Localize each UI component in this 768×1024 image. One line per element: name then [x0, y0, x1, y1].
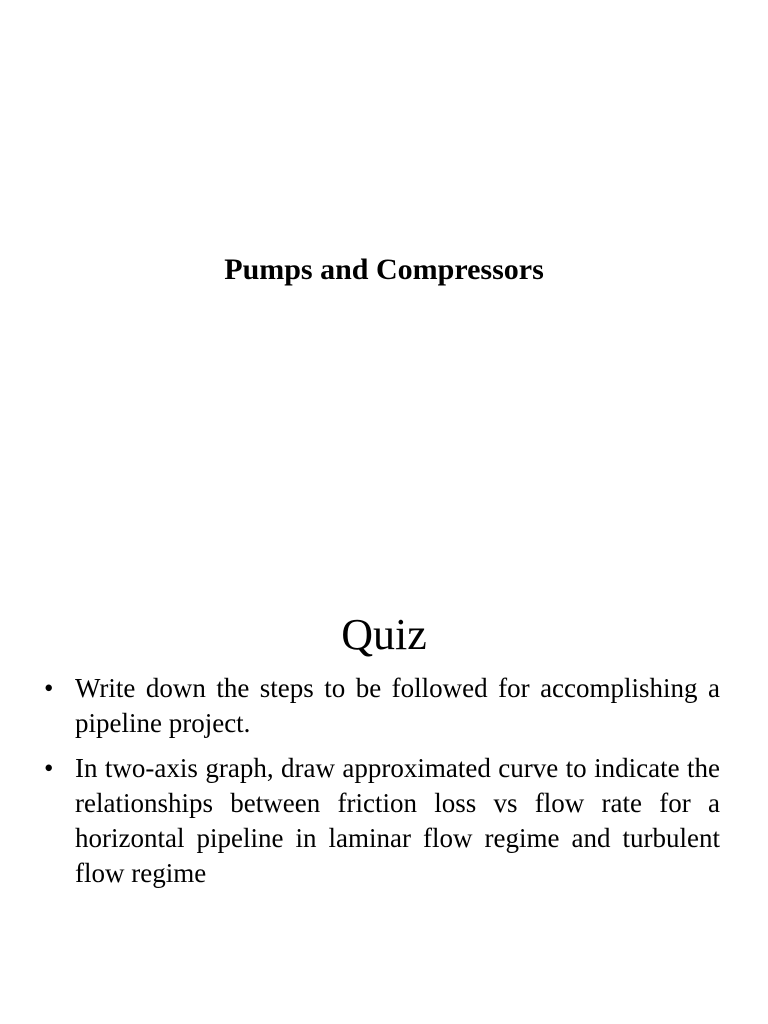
- bullet-icon: •: [44, 673, 54, 703]
- quiz-question-text: Write down the steps to be followed for accomplishing a pipeline project.: [75, 673, 720, 738]
- quiz-question-item: [44, 751, 720, 891]
- quiz-heading: Quiz: [341, 610, 427, 659]
- quiz-question-item: [44, 671, 720, 741]
- quiz-question-list: [44, 671, 720, 901]
- page-title: Pumps and Compressors: [224, 253, 544, 286]
- bullet-icon: •: [44, 753, 54, 783]
- quiz-question-text: In two-axis graph, draw approximated curve to indicate the relationships between friction loss vs flow rate for a horizontal pipeline in laminar flow regime and turbulent flow regime: [75, 753, 720, 888]
